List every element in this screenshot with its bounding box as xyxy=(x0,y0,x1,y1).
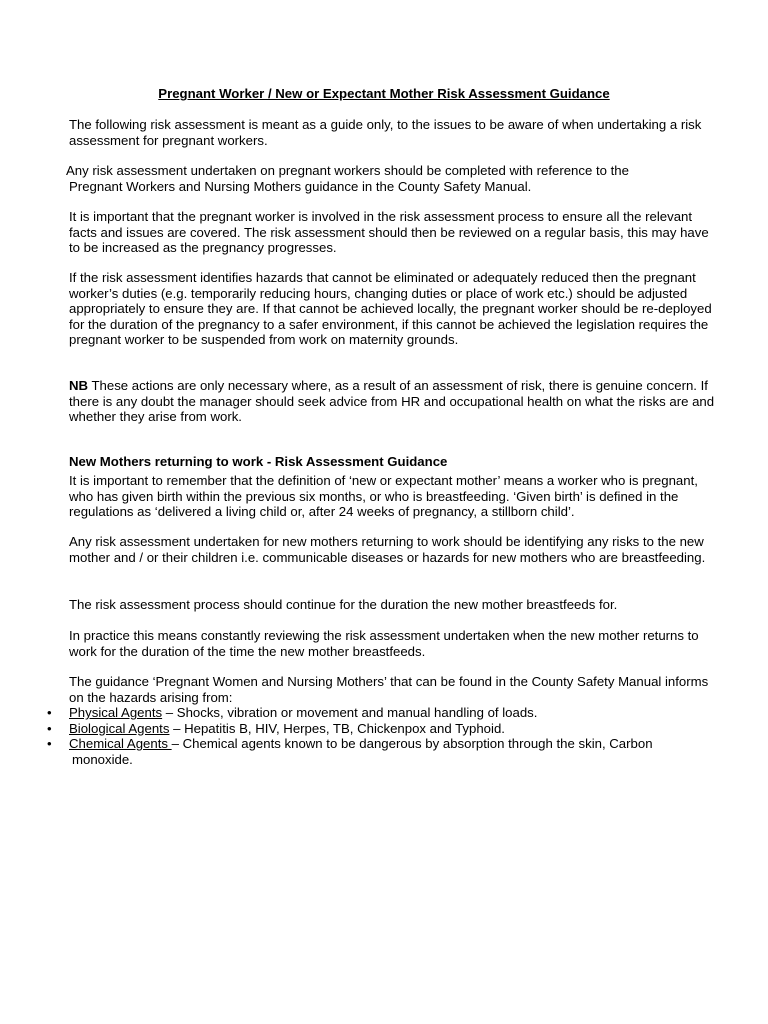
bullet-icon: • xyxy=(47,720,52,736)
hazards-paragraph: If the risk assessment identifies hazards that cannot be eliminated or adequately reduced then the pregnant worker’s duties (e.g. temporarily reducing hours, changing duties or place of work etc.) should be adjusted appropriately to ensure they are. If that cannot be achieved locally, the pregnant worker should be re-deployed for the duration of the pregnancy to a safer environment, if this cannot be achieved the legislation requires the pregnant worker to be suspended from work on maternity grounds. xyxy=(69,270,712,348)
section-heading: New Mothers returning to work - Risk Assessment Guidance xyxy=(69,454,448,469)
bullet-icon: • xyxy=(47,705,52,720)
hazard-text: – Shocks, vibration or movement and manual handling of loads. xyxy=(162,705,538,720)
hazard-text: – Hepatitis B, HIV, Herpes, TB, Chickenpox and Typhoid. xyxy=(169,720,505,736)
reference-line-2: Pregnant Workers and Nursing Mothers guidance in the County Safety Manual. xyxy=(69,178,532,194)
reference-paragraph xyxy=(66,163,726,194)
continuation-paragraph: The risk assessment process should continue for the duration the new mother breastfeeds for. xyxy=(69,597,618,612)
document-title: Pregnant Worker / New or Expectant Mother Risk Assessment Guidance xyxy=(158,86,610,101)
definition-paragraph: It is important to remember that the definition of ‘new or expectant mother’ means a worker who is pregnant, who has given birth within the previous six months, or who is breastfeeding. ‘Given birth’ is defined in the regulations as ‘delivered a living child or, after 24 weeks of pregnancy, a stillborn child’. xyxy=(69,473,698,520)
new-mothers-paragraph: Any risk assessment undertaken for new mothers returning to work should be identifying any risks to the new mother and / or their children i.e. communicable diseases or hazards for new mothers who are breastfeeding. xyxy=(69,534,706,565)
guidance-paragraph: The guidance ‘Pregnant Women and Nursing Mothers’ that can be found in the County Safety Manual informs on the hazards arising from: xyxy=(69,674,709,705)
reference-line-1: Any risk assessment undertaken on pregnant workers should be completed with reference to the xyxy=(66,163,629,178)
intro-paragraph: The following risk assessment is meant as a guide only, to the issues to be aware of when undertaking a risk assessment for pregnant workers. xyxy=(69,117,702,148)
hazard-label: Chemical Agents xyxy=(69,736,172,752)
hazard-list xyxy=(0,705,720,767)
hazard-text-continued: monoxide. xyxy=(72,751,133,767)
nb-text: These actions are only necessary where, as a result of an assessment of risk, there is genuine concern. If there is any doubt the manager should seek advice from HR and occupational health on what the risks are and whether they arise from work. xyxy=(69,378,715,425)
hazard-label: Biological Agents xyxy=(69,720,170,736)
list-item xyxy=(0,705,720,721)
practice-paragraph: In practice this means constantly reviewing the risk assessment undertaken when the new mother returns to work for the duration of the time the new mother breastfeeds. xyxy=(69,628,699,659)
involvement-paragraph: It is important that the pregnant worker is involved in the risk assessment process to ensure all the relevant facts and issues are covered. The risk assessment should then be reviewed on a regular basis, this may have to be increased as the pregnancy progresses. xyxy=(69,209,709,256)
nb-paragraph xyxy=(69,378,719,425)
list-item xyxy=(0,736,720,767)
list-item xyxy=(0,721,720,737)
nb-label: NB xyxy=(69,378,89,393)
bullet-icon: • xyxy=(47,736,52,752)
hazard-label: Physical Agents xyxy=(69,705,163,720)
hazard-text: – Chemical agents known to be dangerous by absorption through the skin, Carbon xyxy=(171,736,653,752)
